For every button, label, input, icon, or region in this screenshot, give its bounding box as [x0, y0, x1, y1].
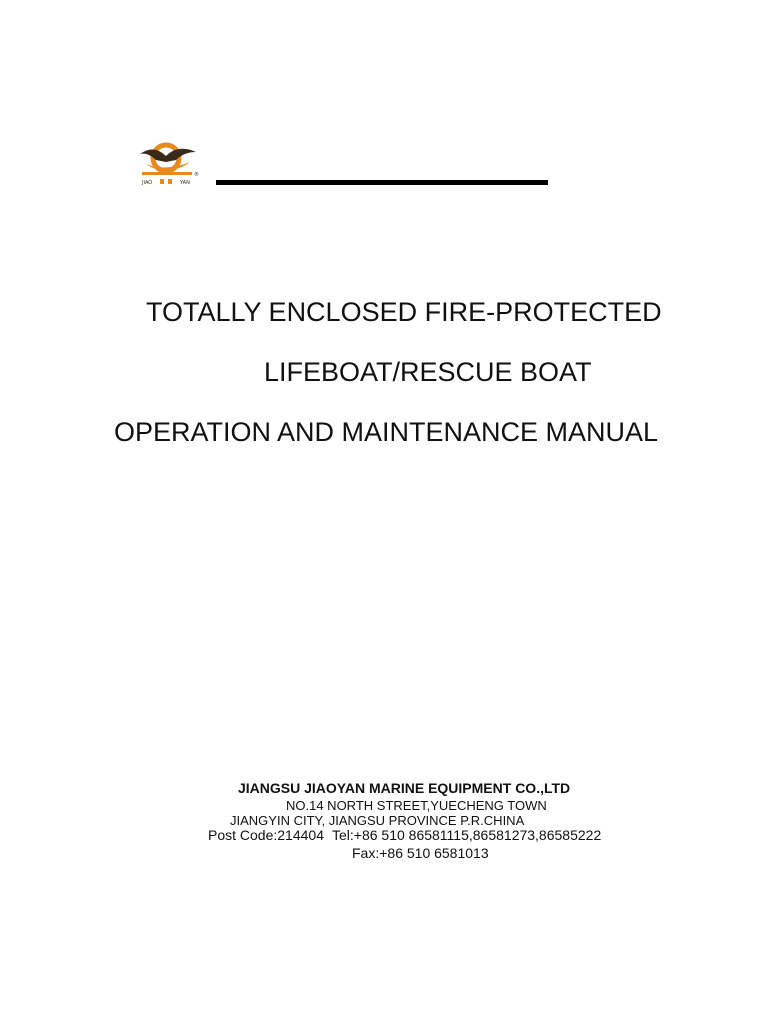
header-rule: [216, 180, 548, 185]
fax-line: Fax:+86 510 6581013: [352, 845, 489, 861]
company-name: JIANGSU JIAOYAN MARINE EQUIPMENT CO.,LTD: [238, 780, 571, 796]
post-code: Post Code:214404: [208, 827, 324, 843]
company-logo: [136, 136, 204, 192]
title-line-3: OPERATION AND MAINTENANCE MANUAL: [114, 417, 659, 447]
jiaoyan-logo-icon: [136, 136, 204, 192]
registered-mark-icon: ®: [194, 172, 199, 178]
address-line-1: NO.14 NORTH STREET,YUECHENG TOWN: [286, 798, 547, 813]
title-line-2: LIFEBOAT/RESCUE BOAT: [264, 357, 592, 387]
contact-line: [208, 827, 601, 844]
title-line-1: TOTALLY ENCLOSED FIRE-PROTECTED: [146, 297, 662, 327]
logo-text-left: JIAO: [142, 180, 153, 186]
address-line-2: JIANGYIN CITY, JIANGSU PROVINCE P.R.CHINA: [230, 813, 525, 828]
telephone: Tel:+86 510 86581115,86581273,86585222: [331, 827, 602, 843]
logo-text-right: YAN: [180, 180, 190, 186]
